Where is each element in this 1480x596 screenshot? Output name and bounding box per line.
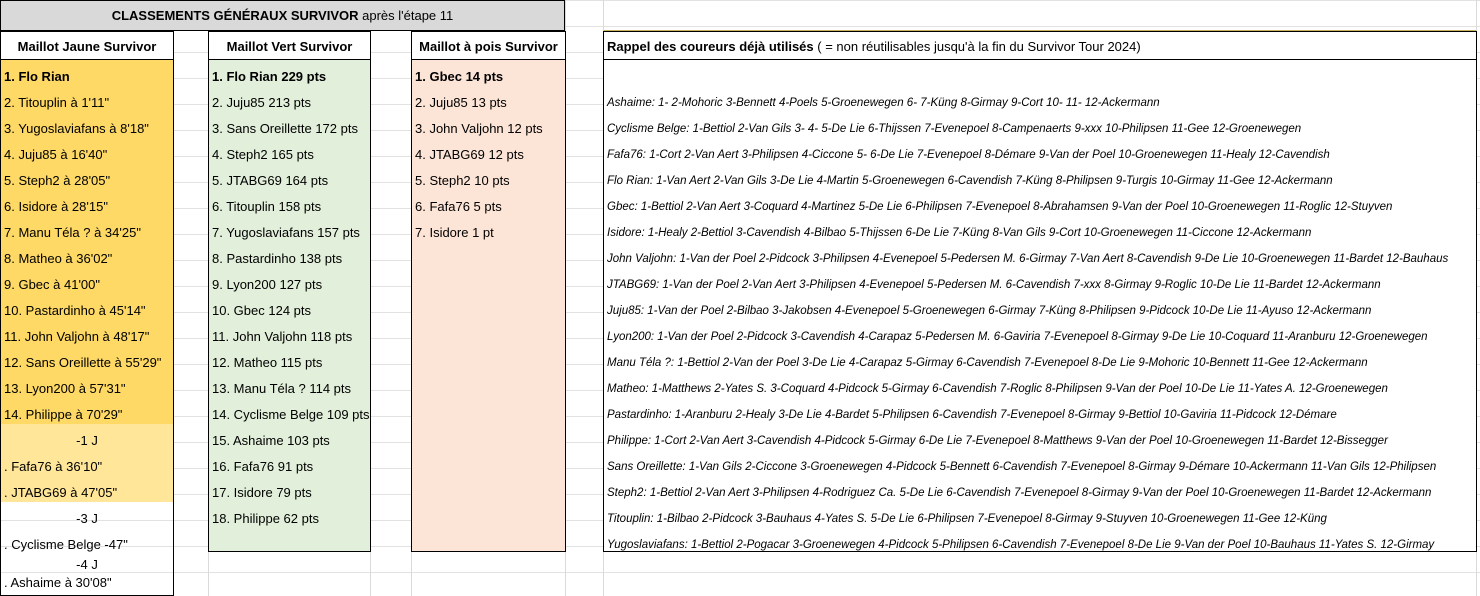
rappel-heading-note: ( = non réutilisables jusqu'à la fin du Survivor Tour 2024) bbox=[813, 39, 1141, 54]
pois-rank-row: 2. Juju85 13 pts bbox=[415, 95, 507, 110]
rappel-rider-row: Ashaime: 1- 2-Mohoric 3-Bennett 4-Poels 5-Groenewegen 6- 7-Küng 8-Girmay 9-Cort 10- 11- 12-Ackermann bbox=[607, 97, 1160, 109]
pois-rank-row: 5. Steph2 10 pts bbox=[415, 173, 510, 188]
jaune-rank-row: 1. Flo Rian bbox=[4, 69, 70, 84]
rappel-rider-row: Lyon200: 1-Van der Poel 2-Pidcock 3-Cavendish 4-Carapaz 5-Pedersen M. 6-Gaviria 7-Evenepoel 8-Girmay 9-De Lie 10-Coquard 11-Aranburu 12-Groenewegen bbox=[607, 331, 1428, 343]
pois-rank-row: 4. JTABG69 12 pts bbox=[415, 147, 524, 162]
jaune-rank-row: 13. Lyon200 à 57'31" bbox=[4, 381, 126, 396]
rappel-rider-row: Flo Rian: 1-Van Aert 2-Van Gils 3-De Lie 4-Martin 5-Groenewegen 6-Cavendish 7-Küng 8-Philipsen 9-Turgis 10-Girmay 11-Gee 12-Ackermann bbox=[607, 175, 1333, 187]
rappel-heading bbox=[603, 31, 1477, 60]
rappel-heading-bold: Rappel des coureurs déjà utilisés bbox=[607, 39, 814, 54]
rappel-top-border bbox=[604, 0, 1476, 31]
jaune-rank-row: 12. Sans Oreillette à 55'29" bbox=[4, 355, 162, 370]
rappel-rider-row: Cyclisme Belge: 1-Bettiol 2-Van Gils 3- 4- 5-De Lie 6-Thijssen 7-Evenepoel 8-Campenaerts 9-xxx 10-Philipsen 11-Gee 12-Groenewegen bbox=[607, 123, 1302, 135]
rappel-rider-row: Gbec: 1-Bettiol 2-Van Aert 3-Coquard 4-Martinez 5-De Lie 6-Philipsen 7-Evenepoel 8-Abrahamsen 9-Van der Poel 10-Groenewegen 11-Roglic 12-Stuyven bbox=[607, 201, 1393, 213]
jaune-rank-row: 2. Titouplin à 1'11" bbox=[4, 95, 110, 110]
jaune-rank-row: 7. Manu Téla ? à 34'25" bbox=[4, 225, 141, 240]
vert-rank-row: 7. Yugoslaviafans 157 pts bbox=[212, 225, 360, 240]
rappel-rider-row: JTABG69: 1-Van der Poel 2-Van Aert 3-Philipsen 4-Evenepoel 5-Pedersen M. 6-Cavendish 7-xxx 8-Girmay 9-Roglic 10-De Lie 11-Bardet 12-Ackermann bbox=[607, 279, 1381, 291]
jaune-rank-row: 5. Steph2 à 28'05" bbox=[4, 173, 111, 188]
jaune-rank-row: 4. Juju85 à 16'40" bbox=[4, 147, 108, 162]
standings-title-stage: après l'étape 11 bbox=[358, 8, 454, 23]
jaune-group-1j-label: -1 J bbox=[76, 433, 98, 448]
jaune-rank-row: 10. Pastardinho à 45'14" bbox=[4, 303, 146, 318]
vert-rank-row: 10. Gbec 124 pts bbox=[212, 303, 312, 318]
vert-rank-row: 11. John Valjohn 118 pts bbox=[212, 329, 353, 344]
vert-rank-row: 12. Matheo 115 pts bbox=[212, 355, 323, 370]
vert-rank-row: 18. Philippe 62 pts bbox=[212, 511, 319, 526]
jaune-rank-row: 8. Matheo à 36'02" bbox=[4, 251, 113, 266]
rappel-rider-row: Fafa76: 1-Cort 2-Van Aert 3-Philipsen 4-Ciccone 5- 6-De Lie 7-Evenepoel 8-Démare 9-Van der Poel 10-Groenewegen 11-Healy 12-Cavendish bbox=[607, 149, 1330, 161]
rappel-rider-row: Pastardinho: 1-Aranburu 2-Healy 3-De Lie 4-Bardet 5-Philipsen 6-Cavendish 7-Evenepoel 8-Girmay 9-Bettiol 10-Gaviria 11-Pidcock 12-Démare bbox=[607, 409, 1337, 421]
vert-rank-row: 6. Titouplin 158 pts bbox=[212, 199, 322, 214]
rappel-rider-row: Juju85: 1-Van der Poel 2-Bilbao 3-Jakobsen 4-Evenepoel 5-Groenewegen 6-Girmay 7-Küng 8-Philipsen 9-Pidcock 10-De Lie 11-Ayuso 12-Ackermann bbox=[607, 305, 1372, 317]
pois-rank-row: 3. John Valjohn 12 pts bbox=[415, 121, 543, 136]
pois-rank-row: 6. Fafa76 5 pts bbox=[415, 199, 502, 214]
jaune-group-1j-row: . JTABG69 à 47'05" bbox=[4, 485, 118, 500]
vert-rank-row: 5. JTABG69 164 pts bbox=[212, 173, 329, 188]
standings-title bbox=[0, 0, 565, 31]
rappel-rider-row: Matheo: 1-Matthews 2-Yates S. 3-Coquard 4-Pidcock 5-Girmay 6-Cavendish 7-Roglic 8-Philipsen 9-Van der Poel 10-De Lie 11-Yates A. 12-Groenewegen bbox=[607, 383, 1388, 395]
rappel-rider-row: Sans Oreillette: 1-Van Gils 2-Ciccone 3-Groenewegen 4-Pidcock 5-Bennett 6-Cavendish 7-Evenepoel 8-Girmay 9-Démare 10-Ackermann 11-Van Gils 12-Philipsen bbox=[607, 461, 1437, 473]
rappel-rider-row: Titouplin: 1-Bilbao 2-Pidcock 3-Bauhaus 4-Yates S. 5-De Lie 6-Philipsen 7-Evenepoel 8-Girmay 9-Stuyven 10-Groenewegen 11-Gee 12-Küng bbox=[607, 513, 1327, 525]
vert-rank-row: 4. Steph2 165 pts bbox=[212, 147, 314, 162]
jaune-group-3j-label: -3 J bbox=[76, 511, 98, 526]
rappel-rider-row: Isidore: 1-Healy 2-Bettiol 3-Cavendish 4-Bilbao 5-Thijssen 6-De Lie 7-Küng 8-Van Gils 9-Cort 10-Groenewegen 11-Ciccone 12-Ackermann bbox=[607, 227, 1312, 239]
pois-rank-row: 7. Isidore 1 pt bbox=[415, 225, 494, 240]
vert-rank-row: 13. Manu Téla ? 114 pts bbox=[212, 381, 352, 396]
vert-rank-row: 3. Sans Oreillette 172 pts bbox=[212, 121, 358, 136]
vert-rank-row: 8. Pastardinho 138 pts bbox=[212, 251, 343, 266]
jaune-rank-row: 9. Gbec à 41'00" bbox=[4, 277, 100, 292]
jaune-rank-row: 3. Yugoslaviafans à 8'18" bbox=[4, 121, 149, 136]
pois-heading: Maillot à pois Survivor bbox=[411, 31, 566, 60]
vert-rank-row: 15. Ashaime 103 pts bbox=[212, 433, 330, 448]
vert-rank-row: 17. Isidore 79 pts bbox=[212, 485, 312, 500]
jaune-group-1j-row: . Fafa76 à 36'10" bbox=[4, 459, 103, 474]
jaune-group-4j-row: . Ashaime à 30'08" bbox=[4, 575, 112, 590]
standings-title-bold: CLASSEMENTS GÉNÉRAUX SURVIVOR bbox=[111, 8, 359, 23]
jaune-rank-row: 6. Isidore à 28'15" bbox=[4, 199, 108, 214]
vert-rank-row: 1. Flo Rian 229 pts bbox=[212, 69, 327, 84]
rappel-rider-row: John Valjohn: 1-Van der Poel 2-Pidcock 3-Philipsen 4-Evenepoel 5-Pedersen M. 6-Girmay 7-Van Aert 8-Cavendish 9-De Lie 10-Groenewegen 11-Bardet 12-Bauhaus bbox=[607, 253, 1449, 265]
jaune-rank-row: 11. John Valjohn à 48'17" bbox=[4, 329, 150, 344]
rappel-rider-row: Steph2: 1-Bettiol 2-Van Aert 3-Philipsen 4-Rodriguez Ca. 5-De Lie 6-Cavendish 7-Evenepoel 8-Girmay 9-Van der Poel 10-Groenewegen 11-Bardet 12-Ackermann bbox=[607, 487, 1432, 499]
vert-heading: Maillot Vert Survivor bbox=[208, 31, 371, 60]
vert-rank-row: 9. Lyon200 127 pts bbox=[212, 277, 323, 292]
jaune-rank-row: 14. Philippe à 70'29" bbox=[4, 407, 123, 422]
rappel-rider-row: Manu Téla ?: 1-Bettiol 2-Van der Poel 3-De Lie 4-Carapaz 5-Girmay 6-Cavendish 7-Evenepoel 8-De Lie 9-Mohoric 10-Bennett 11-Gee 12-Ackermann bbox=[607, 357, 1368, 369]
vert-rank-row: 16. Fafa76 91 pts bbox=[212, 459, 314, 474]
jaune-group-3j-row: . Cyclisme Belge -47" bbox=[4, 537, 128, 552]
jaune-group-4j-label: -4 J bbox=[76, 557, 98, 572]
rappel-rider-row: Philippe: 1-Cort 2-Van Aert 3-Cavendish 4-Pidcock 5-Girmay 6-De Lie 7-Evenepoel 8-Matthews 9-Van der Poel 10-Groenewegen 11-Bardet 12-Bissegger bbox=[607, 435, 1388, 447]
vert-rank-row: 2. Juju85 213 pts bbox=[212, 95, 312, 110]
rappel-rider-row: Yugoslaviafans: 1-Bettiol 2-Pogacar 3-Groenewegen 4-Pidcock 5-Philipsen 6-Cavendish 7-Evenepoel 8-De Lie 9-Van der Poel 10-Bauhaus 11-Yates S. 12-Girmay bbox=[607, 539, 1435, 551]
pois-rank-row: 1. Gbec 14 pts bbox=[415, 69, 504, 84]
jaune-heading: Maillot Jaune Survivor bbox=[0, 31, 174, 60]
vert-rank-row: 14. Cyclisme Belge 109 pts bbox=[212, 407, 370, 422]
